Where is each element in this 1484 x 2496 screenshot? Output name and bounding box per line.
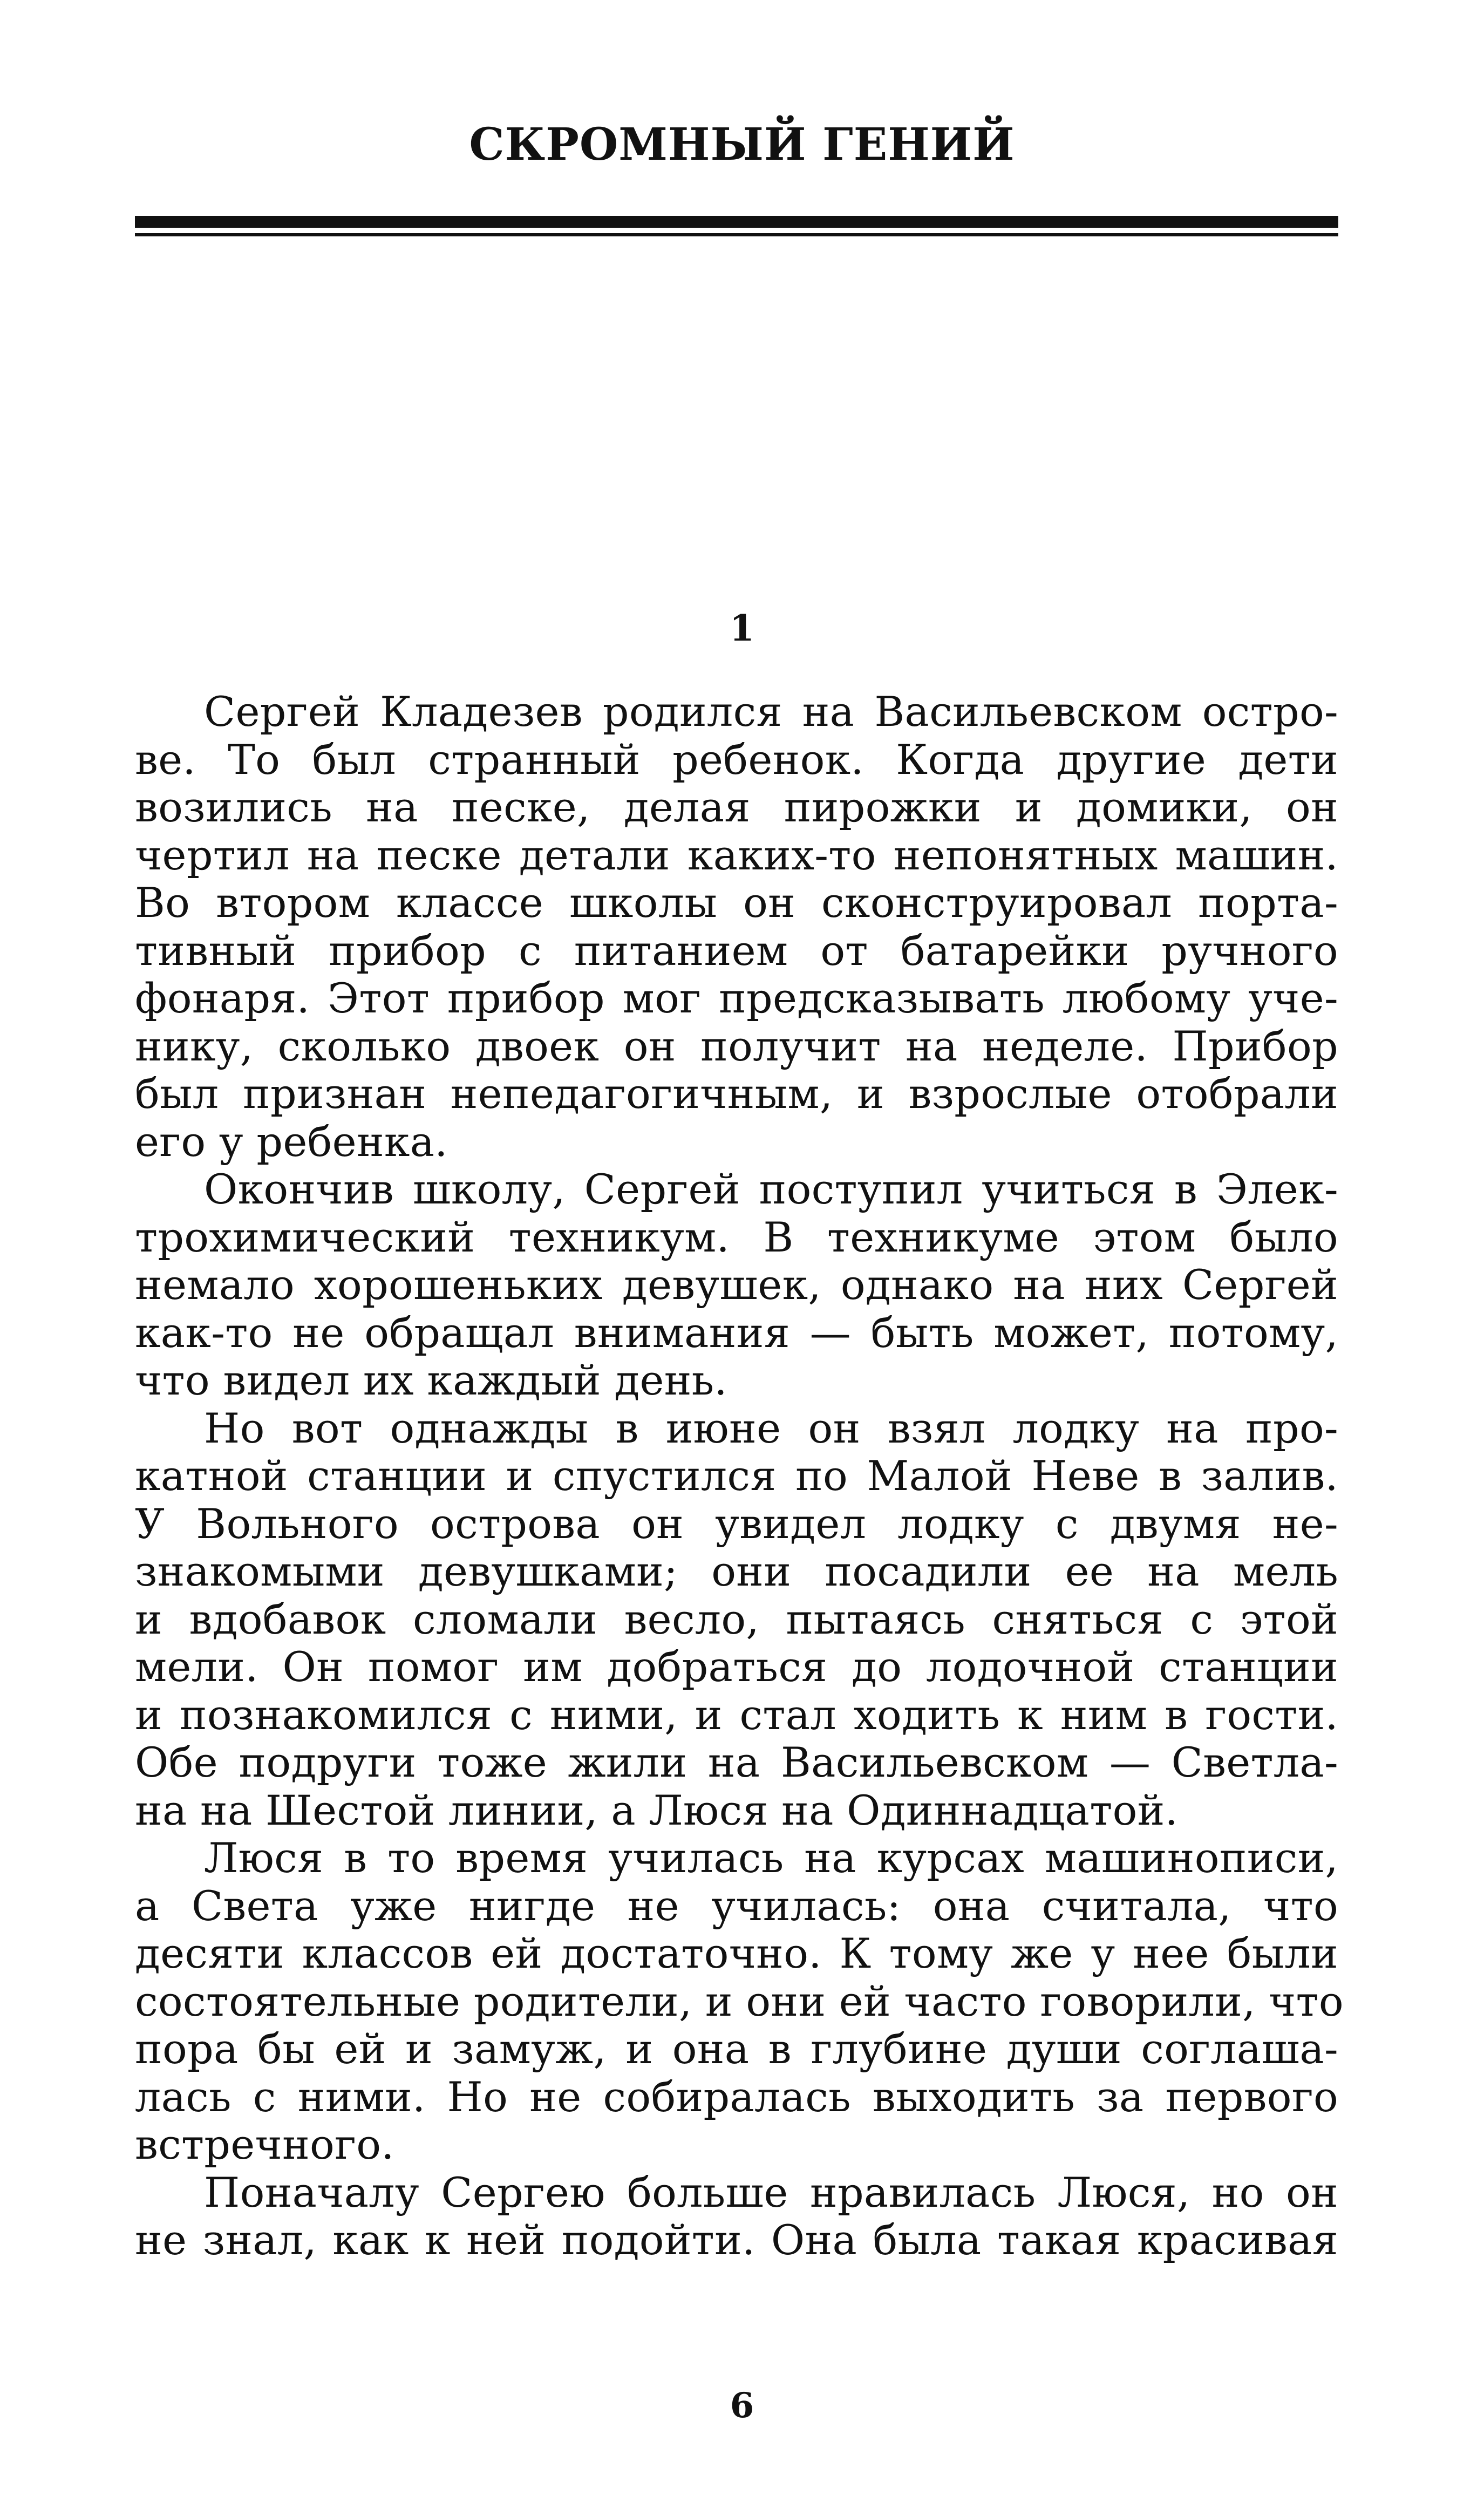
text-line: и познакомился с ними, и стал ходить к ним в гости.	[135, 1690, 1338, 1739]
text-line: встречного.	[135, 2120, 394, 2168]
text-line: что видел их каждый день.	[135, 1356, 727, 1404]
text-line: Окончив школу, Сергей поступил учиться в Элек-	[204, 1165, 1338, 1213]
text-line: тивный прибор с питанием от батарейки ручного	[135, 926, 1338, 975]
text-line: фонаря. Этот прибор мог предсказывать любому уче-	[135, 974, 1338, 1022]
text-line: а Света уже нигде не училась: она считала, что	[135, 1881, 1338, 1930]
text-line: Но вот однажды в июне он взял лодку на про-	[204, 1404, 1338, 1452]
text-line: лась с ними. Но не собиралась выходить за первого	[135, 2072, 1338, 2121]
text-line: Обе подруги тоже жили на Васильевском — Светла-	[135, 1738, 1338, 1786]
text-line: состоятельные родители, и они ей часто говорили, что	[135, 1977, 1344, 2025]
title-rule-thick	[135, 216, 1338, 228]
text-line: немало хорошеньких девушек, однако на них Сергей	[135, 1261, 1338, 1309]
text-line: возились на песке, делая пирожки и домики, он	[135, 783, 1338, 831]
text-line: не знал, как к ней подойти. Она была такая красивая	[135, 2216, 1338, 2264]
text-line: мели. Он помог им добраться до лодочной станции	[135, 1643, 1338, 1691]
text-line: чертил на песке детали каких-то непонятных машин.	[135, 831, 1338, 879]
text-line: его у ребенка.	[135, 1117, 448, 1166]
text-line: катной станции и спустился по Малой Неве в залив.	[135, 1452, 1338, 1500]
title-rule-thin	[135, 233, 1338, 236]
section-number: 1	[730, 607, 754, 649]
text-line: как-то не обращал внимания — быть может, потому,	[135, 1308, 1338, 1357]
text-line: трохимический техникум. В техникуме этом было	[135, 1213, 1338, 1261]
text-line: Во втором классе школы он сконструировал порта-	[135, 879, 1338, 927]
page-number: 6	[730, 2385, 754, 2426]
text-line: ве. То был странный ребенок. Когда другие дети	[135, 735, 1338, 784]
text-line: У Вольного острова он увидел лодку с двумя не-	[135, 1499, 1338, 1548]
chapter-title: СКРОМНЫЙ ГЕНИЙ	[469, 119, 1015, 171]
text-line: Поначалу Сергею больше нравилась Люся, но он	[204, 2168, 1338, 2216]
text-line: Люся в то время училась на курсах машинописи,	[204, 1834, 1338, 1882]
text-line: пора бы ей и замуж, и она в глубине души соглаша-	[135, 2025, 1338, 2073]
text-line: знакомыми девушками; они посадили ее на мель	[135, 1547, 1338, 1595]
text-line: и вдобавок сломали весло, пытаясь сняться с этой	[135, 1595, 1338, 1643]
text-line: Сергей Кладезев родился на Васильевском остро-	[204, 688, 1338, 736]
text-line: десяти классов ей достаточно. К тому же у нее были	[135, 1929, 1338, 1977]
text-line: был признан непедагогичным, и взрослые отобрали	[135, 1070, 1338, 1118]
text-line: нику, сколько двоек он получит на неделе. Прибор	[135, 1022, 1338, 1070]
text-line: на на Шестой линии, а Люся на Одиннадцатой.	[135, 1786, 1179, 1834]
